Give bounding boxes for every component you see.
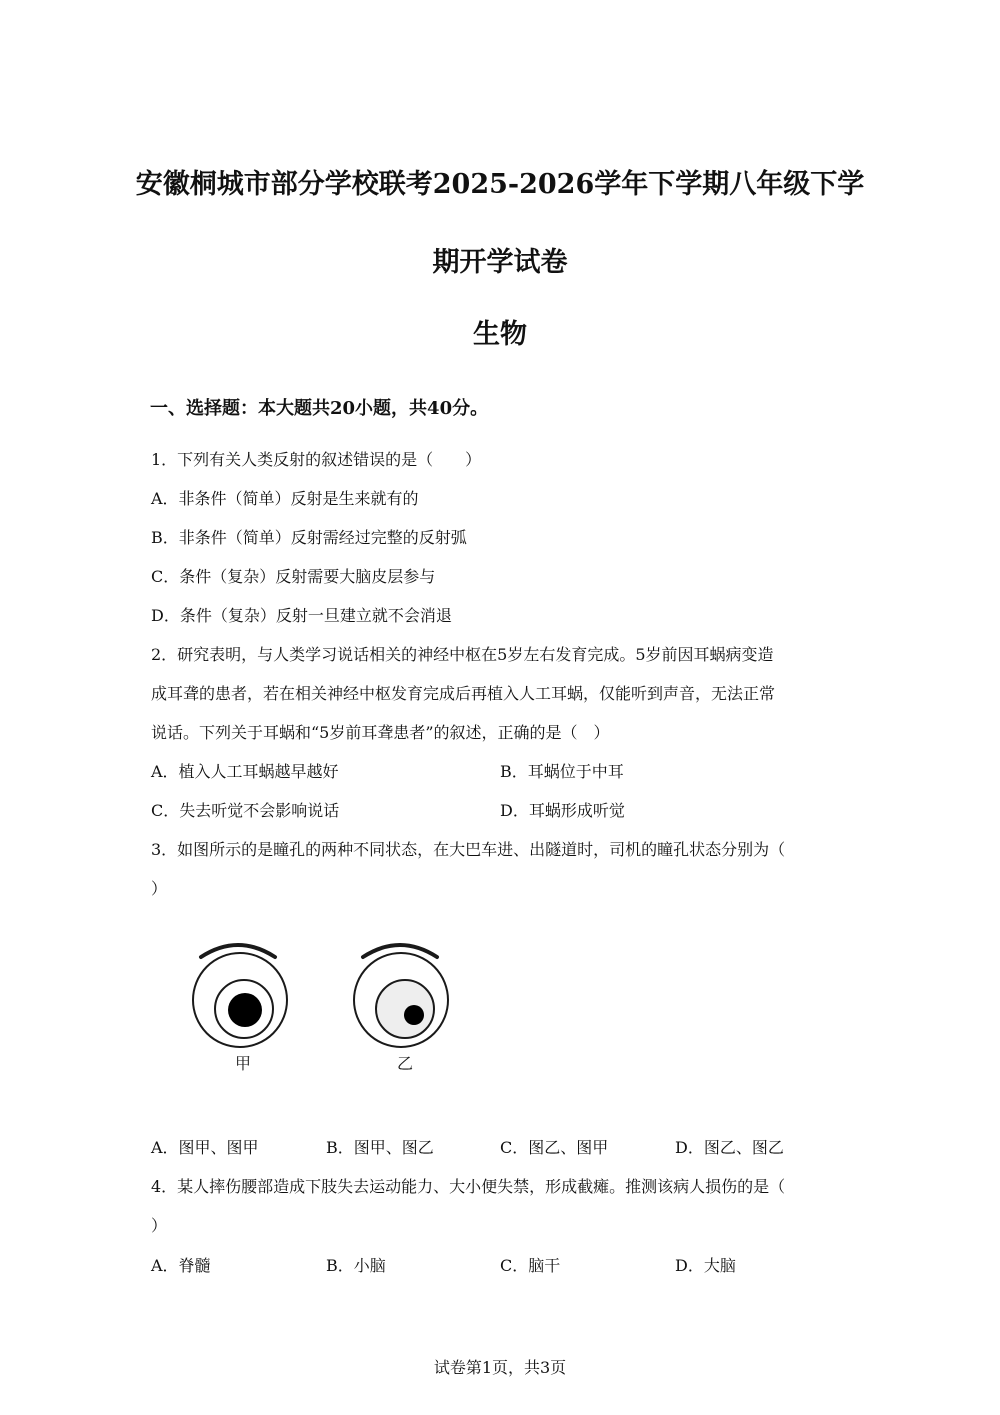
eye-yi — [354, 945, 448, 1073]
question-4-option-d: D．大脑 — [675, 1256, 736, 1275]
section-heading: 一、选择题：本大题共20小题，共40分。 — [150, 398, 489, 419]
question-3-option-a: A．图甲、图甲 — [151, 1138, 259, 1157]
question-3-option-b: B．图甲、图乙 — [326, 1138, 434, 1157]
question-1-option-b: B．非条件（简单）反射需经过完整的反射弧 — [151, 528, 467, 547]
question-2-option-d: D．耳蜗形成听觉 — [500, 801, 625, 820]
question-4-stem-line-2: ） — [151, 1216, 168, 1235]
eye-jia — [193, 945, 287, 1073]
question-3-stem-line-2: ） — [151, 879, 168, 898]
question-2-option-c: C．失去听觉不会影响说话 — [151, 801, 340, 820]
question-1-option-c: C．条件（复杂）反射需要大脑皮层参与 — [151, 567, 436, 586]
question-4-option-c: C．脑干 — [500, 1256, 561, 1275]
pupil-figure-svg — [185, 935, 465, 1080]
figure-label-yi: 乙 — [397, 1054, 414, 1073]
figure-label-jia: 甲 — [235, 1054, 252, 1073]
question-3-stem-line-1: 3．如图所示的是瞳孔的两种不同状态，在大巴车进、出隧道时，司机的瞳孔状态分别为（ — [151, 840, 786, 859]
subject-title: 生物 — [473, 319, 527, 350]
exam-title-line-1: 安徽桐城市部分学校联考2025-2026学年下学期八年级下学 — [135, 169, 865, 200]
iris-yi — [376, 980, 434, 1038]
eyebrow-yi — [363, 945, 437, 957]
pupil-jia-dilated — [228, 993, 262, 1027]
eyebrow-jia — [201, 945, 275, 957]
question-2-stem-line-1: 2．研究表明，与人类学习说话相关的神经中枢在5岁左右发育完成。5岁前因耳蜗病变造 — [151, 645, 774, 664]
question-2-stem-line-3: 说话。下列关于耳蜗和“5岁前耳聋患者”的叙述，正确的是（ ） — [151, 723, 610, 742]
question-1-stem: 1．下列有关人类反射的叙述错误的是（ ） — [151, 450, 482, 469]
question-2-option-a: A．植入人工耳蜗越早越好 — [151, 762, 339, 781]
pupil-yi-constricted — [404, 1005, 424, 1025]
question-4-stem-line-1: 4．某人摔伤腰部造成下肢失去运动能力、大小便失禁，形成截瘫。推测该病人损伤的是（ — [151, 1177, 786, 1196]
question-2-option-b: B．耳蜗位于中耳 — [500, 762, 624, 781]
question-4-option-b: B．小脑 — [326, 1256, 386, 1275]
question-3-option-c: C．图乙、图甲 — [500, 1138, 609, 1157]
question-3-option-d: D．图乙、图乙 — [675, 1138, 784, 1157]
question-1-option-d: D．条件（复杂）反射一旦建立就不会消退 — [151, 606, 452, 625]
page-footer: 试卷第1页，共3页 — [433, 1358, 567, 1377]
question-4-option-a: A．脊髓 — [151, 1256, 211, 1275]
question-1-option-a: A．非条件（简单）反射是生来就有的 — [151, 489, 419, 508]
pupil-figure — [185, 935, 465, 1080]
exam-title-line-2: 期开学试卷 — [432, 247, 568, 278]
question-2-stem-line-2: 成耳聋的患者，若在相关神经中枢发育完成后再植入人工耳蜗，仅能听到声音，无法正常 — [151, 684, 776, 703]
